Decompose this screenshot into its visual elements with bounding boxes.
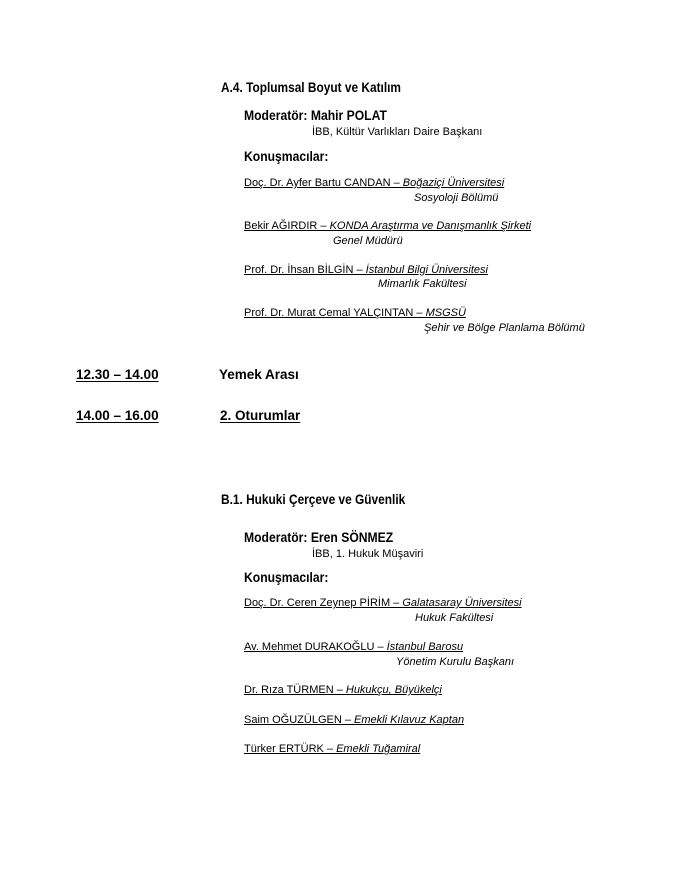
speaker-institution: MSGSÜ bbox=[425, 307, 466, 319]
moderator-name: Moderatör: Eren SÖNMEZ bbox=[244, 530, 394, 545]
schedule-label: 2. Oturumlar bbox=[220, 408, 301, 423]
speaker-name: Türker ERTÜRK – bbox=[244, 743, 337, 755]
speaker-department: Mimarlık Fakültesi bbox=[378, 278, 467, 290]
speakers-heading: Konuşmacılar: bbox=[244, 570, 329, 585]
speaker-institution: Boğaziçi Üniversitesi bbox=[402, 177, 505, 189]
speaker-name: Prof. Dr. İhsan BİLGİN – bbox=[244, 264, 366, 276]
moderator-role: İBB, Kültür Varlıkları Daire Başkanı bbox=[312, 126, 483, 138]
speaker-department: Sosyoloji Bölümü bbox=[414, 192, 499, 204]
speaker-line bbox=[244, 264, 488, 276]
speaker-name: Doç. Dr. Ayfer Bartu CANDAN – bbox=[244, 177, 403, 189]
session-title: B.1. Hukuki Çerçeve ve Güvenlik bbox=[221, 492, 406, 507]
speakers-heading: Konuşmacılar: bbox=[244, 149, 329, 164]
schedule-row bbox=[76, 408, 376, 428]
moderator-name: Moderatör: Mahir POLAT bbox=[244, 108, 387, 123]
speaker-name: Bekir AĞIRDIR – bbox=[244, 220, 330, 232]
speaker-line bbox=[244, 220, 531, 232]
schedule-time: 14.00 – 16.00 bbox=[76, 408, 159, 423]
speaker-institution: Emekli Kılavuz Kaptan bbox=[354, 714, 465, 726]
speaker-institution: Emekli Tuğamiral bbox=[336, 743, 421, 755]
speaker-name: Prof. Dr. Murat Cemal YALÇINTAN – bbox=[244, 307, 426, 319]
speaker-line bbox=[244, 597, 522, 609]
speaker-name: Dr. Rıza TÜRMEN – bbox=[244, 684, 346, 696]
speaker-line bbox=[244, 177, 504, 189]
session-title: A.4. Toplumsal Boyut ve Katılım bbox=[221, 80, 402, 95]
schedule-time: 12.30 – 14.00 bbox=[76, 367, 159, 382]
schedule-row bbox=[76, 367, 376, 387]
speaker-line bbox=[244, 714, 464, 726]
speaker-line bbox=[244, 641, 463, 653]
speaker-name: Doç. Dr. Ceren Zeynep PİRİM – bbox=[244, 597, 403, 609]
speaker-institution: Galatasaray Üniversitesi bbox=[402, 597, 522, 609]
speaker-line bbox=[244, 743, 420, 755]
schedule-label: Yemek Arası bbox=[219, 367, 299, 382]
speaker-line bbox=[244, 307, 466, 319]
speaker-department: Genel Müdürü bbox=[333, 235, 403, 247]
speaker-name: Av. Mehmet DURAKOĞLU – bbox=[244, 641, 387, 653]
speaker-department: Yönetim Kurulu Başkanı bbox=[396, 656, 515, 668]
speaker-institution: KONDA Araştırma ve Danışmanlık Şirketi bbox=[329, 220, 532, 232]
speaker-line bbox=[244, 684, 442, 696]
moderator-role: İBB, 1. Hukuk Müşaviri bbox=[312, 548, 424, 560]
speaker-department: Hukuk Fakültesi bbox=[415, 612, 494, 624]
speaker-institution: İstanbul Bilgi Üniversitesi bbox=[365, 264, 488, 276]
speaker-institution: Hukukçu, Büyükelçi bbox=[345, 684, 442, 696]
speaker-institution: İstanbul Barosu bbox=[386, 641, 464, 653]
speaker-name: Saim OĞUZÜLGEN – bbox=[244, 714, 355, 726]
speaker-department: Şehir ve Bölge Planlama Bölümü bbox=[424, 322, 585, 334]
